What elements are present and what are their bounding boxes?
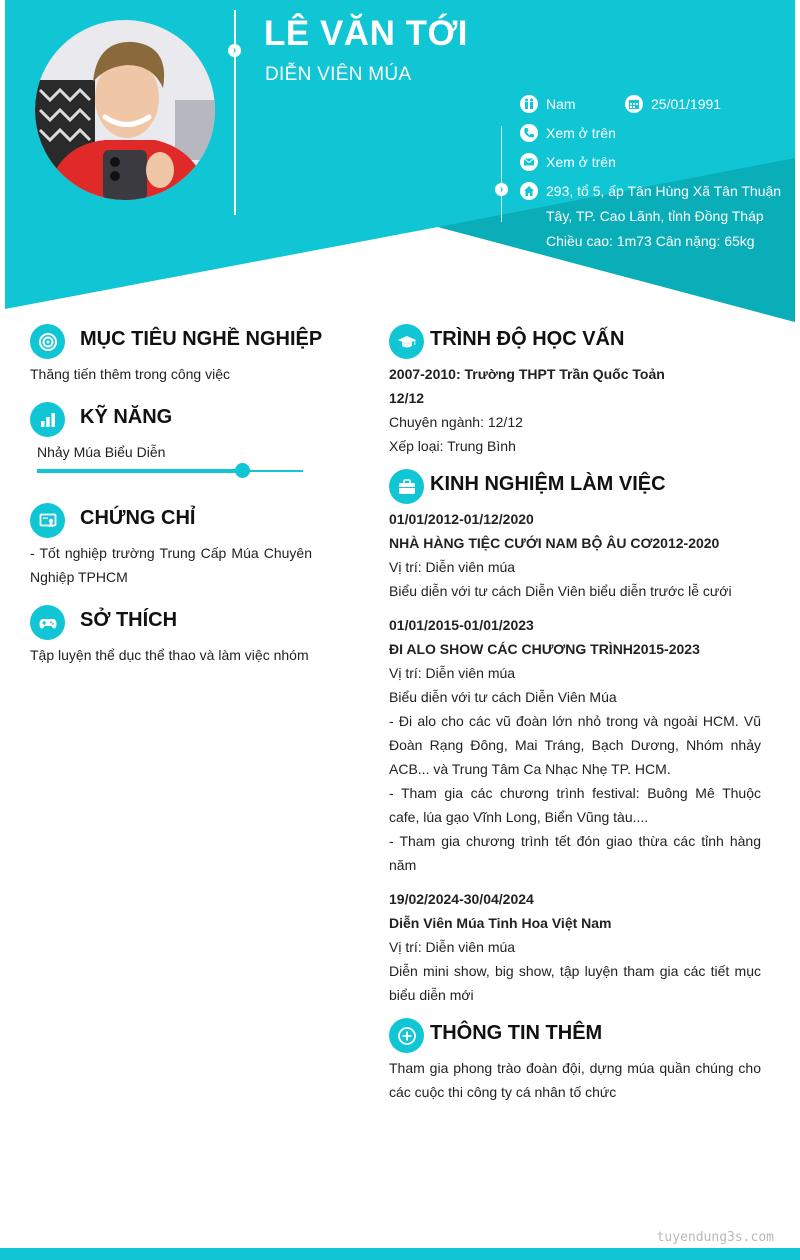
bar-chart-icon bbox=[30, 402, 65, 437]
plus-circle-icon bbox=[389, 1018, 424, 1053]
phone-icon bbox=[520, 124, 538, 142]
job-description: - Tham gia các chương trình festival: Buông Mê Thuộc cafe, lúa gạo Vĩnh Long, Biển Vũng tàu.... bbox=[389, 785, 761, 825]
job-period: 01/01/2012-01/12/2020 bbox=[389, 511, 534, 527]
chevron-right-icon: › bbox=[228, 44, 241, 57]
phone-info bbox=[520, 124, 616, 146]
job-description: Diễn mini show, big show, tập luyện tham gia các tiết mục biểu diễn mới bbox=[389, 963, 761, 1003]
address-line-1: 293, tổ 5, ấp Tân Hùng Xã Tân Thuận bbox=[546, 183, 782, 199]
education-grade: 12/12 bbox=[389, 390, 425, 406]
target-icon bbox=[30, 324, 65, 359]
hobbies-title: SỞ THÍCH bbox=[80, 609, 178, 631]
avatar bbox=[35, 20, 215, 200]
job-description: - Đi alo cho các vũ đoàn lớn nhỏ trong và ngoài HCM. Vũ Đoàn Rạng Đông, Mai Tráng, Bạch Dương, Nhóm nhảy ACB... và Trung Tâm Ca Nhạc Nhẹ TP. HCM. bbox=[389, 713, 761, 777]
birthday-info bbox=[625, 95, 721, 117]
education-school: 2007-2010: Trường THPT Trần Quốc Toản bbox=[389, 366, 665, 382]
gender-info bbox=[520, 95, 576, 117]
job-position: Vị trí: Diễn viên múa bbox=[389, 939, 516, 955]
envelope-icon bbox=[520, 153, 538, 171]
certificate-icon bbox=[30, 503, 65, 538]
candidate-name: LÊ VĂN TỚI bbox=[264, 14, 469, 53]
experience-title: KINH NGHIỆM LÀM VIỆC bbox=[430, 473, 666, 495]
skills-title: KỸ NĂNG bbox=[80, 406, 173, 428]
job-description: - Tham gia chương trình tết đón giao thừa các tỉnh hàng năm bbox=[389, 833, 761, 873]
job-period: 01/01/2015-01/01/2023 bbox=[389, 617, 534, 633]
header-divider-line bbox=[234, 10, 236, 215]
education-rank: Xếp loại: Trung Bình bbox=[389, 438, 516, 454]
skill-name: Nhảy Múa Biểu Diễn bbox=[37, 444, 166, 460]
job-company: Diễn Viên Múa Tinh Hoa Việt Nam bbox=[389, 915, 612, 931]
info-divider-line bbox=[501, 126, 502, 222]
chevron-right-icon: › bbox=[495, 183, 508, 196]
hobbies-text: Tập luyện thể dục thể thao và làm việc nhóm bbox=[30, 647, 309, 663]
skill-bar-knob bbox=[235, 463, 250, 478]
home-icon bbox=[520, 182, 538, 200]
height-weight: Chiều cao: 1m73 Cân nặng: 65kg bbox=[546, 233, 755, 249]
job-period: 19/02/2024-30/04/2024 bbox=[389, 891, 534, 907]
gender-text: Nam bbox=[546, 96, 576, 112]
phone-text: Xem ở trên bbox=[546, 125, 616, 141]
address-line-2: Tây, TP. Cao Lãnh, tỉnh Đồng Tháp bbox=[546, 208, 764, 224]
gamepad-icon bbox=[30, 605, 65, 640]
job-position: Vị trí: Diễn viên múa bbox=[389, 665, 516, 681]
email-text: Xem ở trên bbox=[546, 154, 616, 170]
job-description: Biểu diễn với tư cách Diễn Viên biểu diễn trước lễ cưới bbox=[389, 583, 732, 599]
certificates-title: CHỨNG CHỈ bbox=[80, 507, 196, 529]
job-company: NHÀ HÀNG TIỆC CƯỚI NAM BỘ ÂU CƠ2012-2020 bbox=[389, 535, 720, 551]
email-info bbox=[520, 153, 616, 175]
briefcase-icon bbox=[389, 469, 424, 504]
education-major: Chuyên ngành: 12/12 bbox=[389, 414, 523, 430]
watermark: tuyendung3s.com bbox=[656, 1230, 774, 1245]
footer-bar bbox=[0, 1248, 800, 1260]
gender-icon bbox=[520, 95, 538, 113]
graduation-cap-icon bbox=[389, 324, 424, 359]
additional-info-title: THÔNG TIN THÊM bbox=[430, 1022, 603, 1044]
calendar-icon bbox=[625, 95, 643, 113]
certificates-text: - Tốt nghiệp trường Trung Cấp Múa Chuyên Nghiệp TPHCM bbox=[30, 545, 312, 585]
skill-bar-fill bbox=[37, 469, 242, 473]
education-title: TRÌNH ĐỘ HỌC VẤN bbox=[430, 328, 625, 350]
address-info bbox=[520, 182, 781, 254]
objective-text: Thăng tiến thêm trong công việc bbox=[30, 366, 231, 382]
additional-info-text: Tham gia phong trào đoàn đội, dựng múa quần chúng cho các cuộc thi công ty cá nhân tố chức bbox=[389, 1060, 761, 1100]
job-description: Biểu diễn với tư cách Diễn Viên Múa bbox=[389, 689, 617, 705]
job-company: ĐI ALO SHOW CÁC CHƯƠNG TRÌNH2015-2023 bbox=[389, 641, 700, 657]
candidate-job-title: DIỄN VIÊN MÚA bbox=[265, 64, 412, 85]
birthday-text: 25/01/1991 bbox=[651, 96, 722, 112]
objective-title: MỤC TIÊU NGHỀ NGHIỆP bbox=[80, 328, 323, 350]
job-position: Vị trí: Diễn viên múa bbox=[389, 559, 516, 575]
